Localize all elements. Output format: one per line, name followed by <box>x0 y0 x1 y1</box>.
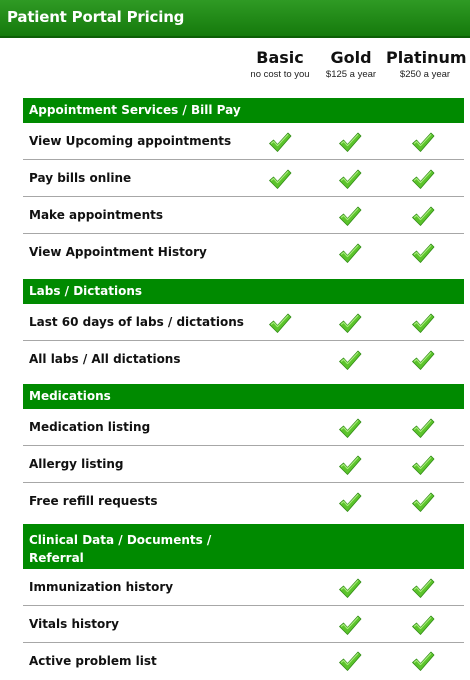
checkmark-icon <box>411 242 435 264</box>
feature-label: Pay bills online <box>29 171 132 185</box>
plan-name: Platinum <box>386 48 467 67</box>
table-row <box>23 446 464 483</box>
checkmark-icon <box>338 614 362 636</box>
feature-label: Make appointments <box>29 208 163 222</box>
checkmark-icon <box>411 491 435 513</box>
feature-label: Free refill requests <box>29 494 158 508</box>
checkmark-icon <box>268 131 292 153</box>
checkmark-icon <box>411 417 435 439</box>
section-title-line: Clinical Data / Documents / <box>29 533 212 547</box>
title-bar <box>0 0 470 38</box>
feature-label: Medication listing <box>29 420 151 434</box>
checkmark-icon <box>411 168 435 190</box>
table-row <box>23 409 464 446</box>
feature-label: Immunization history <box>29 580 174 594</box>
table-row <box>23 160 464 197</box>
plan-header-basic <box>243 48 317 81</box>
section-title-line: Referral <box>29 551 84 565</box>
page-title: Patient Portal Pricing <box>7 8 185 26</box>
table-row <box>23 341 464 378</box>
checkmark-icon <box>338 491 362 513</box>
checkmark-icon <box>411 131 435 153</box>
section-title: Labs / Dictations <box>29 284 143 298</box>
section-title: Medications <box>29 389 111 403</box>
table-row <box>23 234 464 271</box>
checkmark-icon <box>411 614 435 636</box>
plan-price: $250 a year <box>399 69 451 80</box>
plan-name: Gold <box>330 48 372 67</box>
table-row <box>23 483 464 520</box>
table-row <box>23 569 464 606</box>
feature-label: All labs / All dictations <box>29 352 181 366</box>
checkmark-icon <box>411 650 435 672</box>
table-row <box>23 197 464 234</box>
checkmark-icon <box>411 577 435 599</box>
checkmark-icon <box>411 312 435 334</box>
table-row <box>23 606 464 643</box>
checkmark-icon <box>338 417 362 439</box>
checkmark-icon <box>338 349 362 371</box>
section-header-medications <box>23 384 464 409</box>
checkmark-icon <box>338 205 362 227</box>
plan-header-platinum <box>386 48 467 81</box>
feature-label: View Upcoming appointments <box>29 134 232 148</box>
checkmark-icon <box>338 131 362 153</box>
checkmark-icon <box>411 205 435 227</box>
checkmark-icon <box>338 168 362 190</box>
feature-label: Allergy listing <box>29 457 124 471</box>
checkmark-icon <box>268 312 292 334</box>
checkmark-icon <box>338 577 362 599</box>
feature-label: Vitals history <box>29 617 119 631</box>
feature-label: View Appointment History <box>29 245 207 259</box>
table-row <box>23 643 464 679</box>
plan-name: Basic <box>256 48 304 67</box>
checkmark-icon <box>338 242 362 264</box>
section-header-appointment-services <box>23 98 464 123</box>
section-header-clinical-data <box>23 524 464 569</box>
checkmark-icon <box>338 312 362 334</box>
plan-price: no cost to you <box>250 69 310 80</box>
feature-label: Last 60 days of labs / dictations <box>29 315 244 329</box>
checkmark-icon <box>411 349 435 371</box>
section-title: Appointment Services / Bill Pay <box>29 103 241 117</box>
table-row <box>23 304 464 341</box>
checkmark-icon <box>338 454 362 476</box>
table-row <box>23 123 464 160</box>
plan-header-gold <box>320 48 382 81</box>
plan-price: $125 a year <box>325 69 377 80</box>
checkmark-icon <box>268 168 292 190</box>
checkmark-icon <box>411 454 435 476</box>
checkmark-icon <box>338 650 362 672</box>
section-header-labs-dictations <box>23 279 464 304</box>
feature-label: Active problem list <box>29 654 157 668</box>
